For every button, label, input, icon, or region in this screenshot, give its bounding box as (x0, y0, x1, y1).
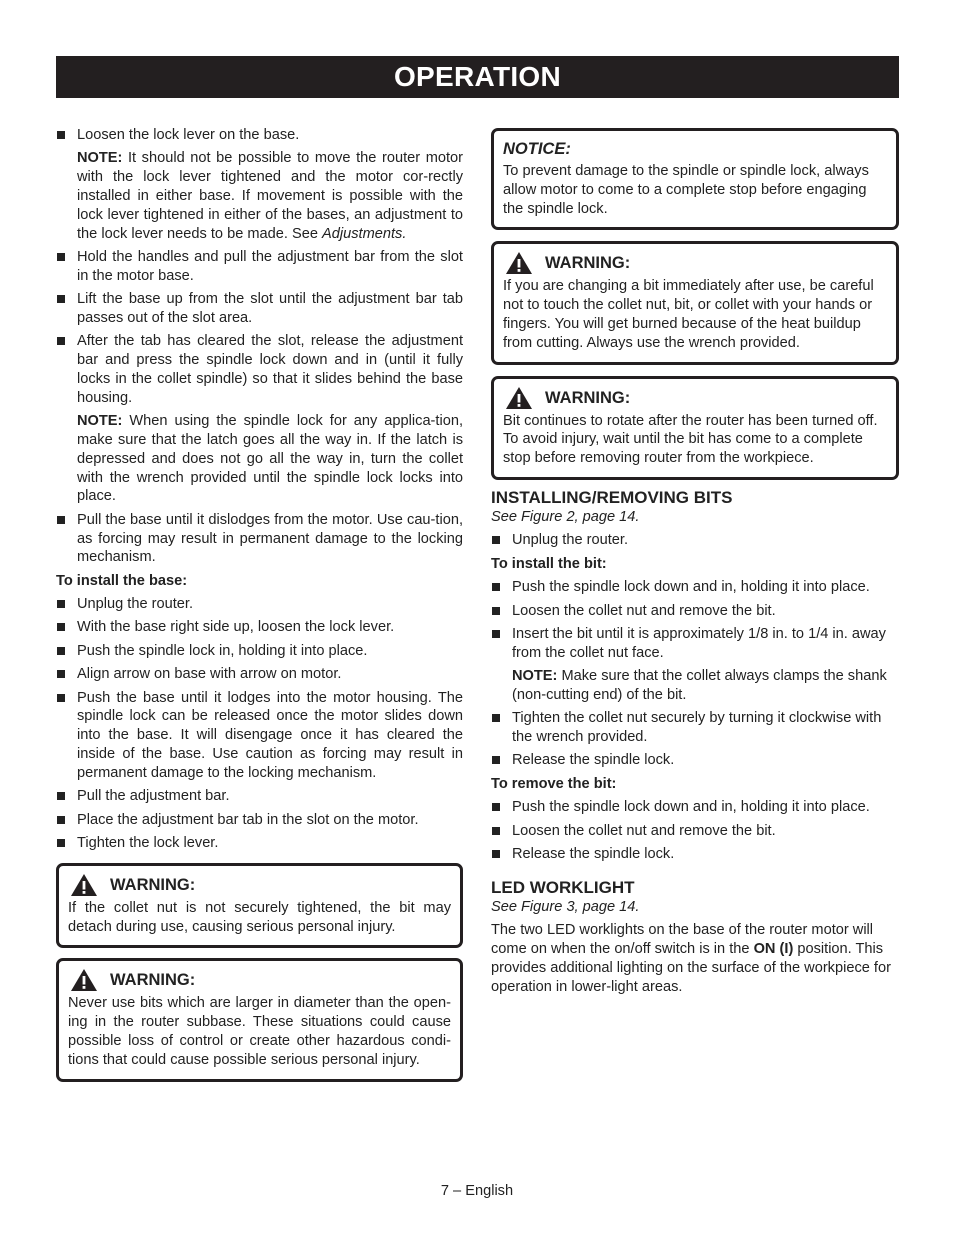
right-column (491, 128, 899, 996)
list-item: After the tab has cleared the slot, release the adjustment bar and press the spindle lock down and in (until it fully locks in the collet spindle) so that it slides behind the base housing. (56, 332, 463, 407)
note-reference: Adjustments. (322, 225, 407, 242)
warning-box (56, 958, 463, 1081)
section-heading-led: LED WORKLIGHT (491, 877, 635, 897)
note-text: When using the spindle lock for any applica-tion, make sure that the latch goes all the way in. If the latch is depressed and does not go all the way in, turn the collet with the wrench provided until the spindle lock locks into place. (77, 413, 463, 505)
note-label: NOTE: (512, 668, 558, 685)
warning-box (56, 863, 463, 949)
list-item: Push the spindle lock in, holding it into place. (56, 642, 463, 661)
list-item: Push the spindle lock down and in, holding it into place. (491, 798, 899, 817)
warning-title (503, 251, 887, 275)
list-item: Release the spindle lock. (491, 845, 899, 864)
note-label: NOTE: (77, 150, 123, 167)
notice-box (491, 128, 899, 230)
list-item: Push the base until it lodges into the motor housing. The spindle lock can be released once the motor slides down into the base. It will disengage once it has cleared the inside of the base. Use caution as forcing may result in permanent damage to the locking mechanism. (56, 689, 463, 783)
warning-triangle-icon (505, 251, 533, 275)
left-column (56, 126, 463, 1082)
list-item: Release the spindle lock. (491, 751, 899, 770)
note-text: Make sure that the collet always clamps the shank (non-cutting end) of the bit. (512, 668, 887, 703)
warning-title-text: WARNING: (110, 971, 196, 990)
list-item: Tighten the collet nut securely by turning it clockwise with the wrench provided. (491, 709, 899, 747)
note-text: It should not be possible to move the router motor with the lock lever tightened and the motor cor-rectly installed in either base. If movement is possible with the lock lever tightened in either of the bases, an adjustment to the lock lever needs to be made. See (77, 150, 463, 242)
warning-title (503, 386, 887, 410)
list-item: Place the adjustment bar tab in the slot on the motor. (56, 811, 463, 830)
list-item: Align arrow on base with arrow on motor. (56, 665, 463, 684)
warning-title-text: WARNING: (545, 388, 631, 407)
warning-triangle-icon (70, 873, 98, 897)
warning-triangle-icon (70, 968, 98, 992)
note (56, 412, 463, 506)
led-text: The two LED worklights on the base of the router motor will come on when the on/off switch is in the (491, 922, 874, 958)
list-item: Hold the handles and pull the adjustment bar from the slot in the motor base. (56, 248, 463, 286)
page-footer: 7 – English (440, 1183, 514, 1199)
warning-box (491, 241, 899, 364)
list-item: Pull the adjustment bar. (56, 787, 463, 806)
led-text: position. This provides additional lighting on the surface of the workpiece for operation in lower-light areas. (491, 941, 891, 995)
warning-text: Bit continues to rotate after the router has been turned off. To avoid injury, wait until the bit has come to a complete stop before removing router from the workpiece. (503, 412, 878, 467)
warning-title-text: WARNING: (110, 875, 196, 894)
note (56, 149, 463, 243)
led-on-label: ON (I) (753, 941, 794, 958)
list-item: Push the spindle lock down and in, holding it into place. (491, 578, 899, 597)
list-item: Pull the base until it dislodges from the motor. Use cau-tion, as forcing may result in permanent damage to the locking mechanism. (56, 511, 463, 567)
warning-title (68, 873, 451, 897)
figure-reference: See Figure 2, page 14. (491, 508, 640, 525)
list-item: With the base right side up, loosen the lock lever. (56, 618, 463, 637)
warning-text: If the collet nut is not securely tightened, the bit may detach during use, causing serious personal injury. (68, 899, 451, 935)
warning-box (491, 376, 899, 480)
warning-text: Never use bits which are larger in diameter than the open-ing in the router subbase. These situations could cause possible loss of control or create other hazardous condi-tions that could cause possible serious personal injury. (68, 995, 451, 1068)
subheading-install-bit: To install the bit: (491, 555, 607, 572)
list-item: Unplug the router. (491, 531, 899, 550)
list-item: Unplug the router. (56, 595, 463, 614)
list-item: Tighten the lock lever. (56, 834, 463, 853)
note (491, 667, 899, 705)
figure-reference: See Figure 3, page 14. (491, 898, 640, 915)
subheading-remove-bit: To remove the bit: (491, 775, 617, 792)
page-title: OPERATION (56, 56, 899, 98)
warning-title (68, 968, 451, 992)
warning-triangle-icon (505, 386, 533, 410)
list-item: Loosen the collet nut and remove the bit. (491, 822, 899, 841)
list-item: Lift the base up from the slot until the adjustment bar tab passes out of the slot area. (56, 290, 463, 328)
list-item: Insert the bit until it is approximately 1/8 in. to 1/4 in. away from the collet nut face. (491, 625, 899, 663)
list-item: Loosen the collet nut and remove the bit. (491, 602, 899, 621)
notice-title: NOTICE: (503, 140, 571, 158)
subheading-install-base: To install the base: (56, 572, 188, 589)
warning-title-text: WARNING: (545, 254, 631, 273)
list-item: Loosen the lock lever on the base. (56, 126, 463, 145)
led-paragraph (491, 921, 899, 996)
note-label: NOTE: (77, 413, 123, 430)
warning-text: If you are changing a bit immediately after use, be careful not to touch the collet nut, bit, or collet with your hands or fingers. You will get burned because of the heat buildup from cutting. Always use the wrench provided. (503, 278, 874, 351)
section-heading-bits: INSTALLING/REMOVING BITS (491, 487, 733, 507)
notice-text: To prevent damage to the spindle or spindle lock, always allow motor to come to a complete stop before engaging the spindle lock. (503, 163, 869, 217)
